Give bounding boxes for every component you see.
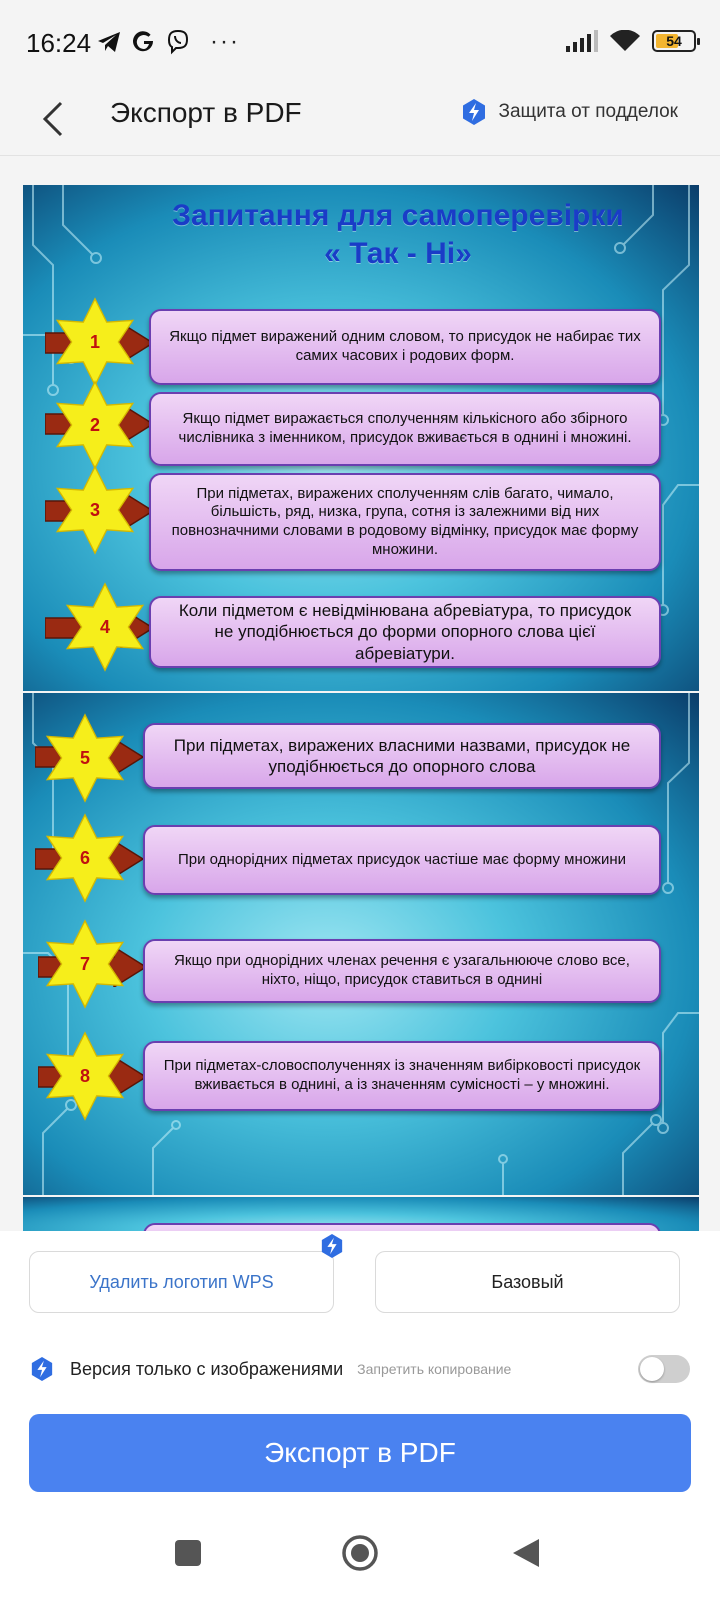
question-text: При підметах, виражених сполученням слів багато, чимало, більшість, ряд, низка, група, сотня із залежними від них повнозначними словами в родовому відмінку, присудок має форму множини. — [149, 473, 661, 571]
image-only-row — [30, 1353, 690, 1385]
anti-forgery-button[interactable] — [461, 98, 678, 126]
export-pdf-label: Экспорт в PDF — [264, 1437, 456, 1468]
status-bar — [0, 0, 720, 86]
slide-1 — [23, 185, 699, 691]
question-number: 4 — [99, 616, 110, 637]
lightning-badge-icon — [461, 98, 487, 126]
lightning-badge-icon — [30, 1356, 54, 1382]
app-header — [0, 86, 720, 156]
google-icon — [132, 30, 156, 54]
question-number: 3 — [89, 499, 100, 520]
status-right-icons — [566, 30, 696, 52]
slide-title-line1: Запитання для самоперевірки — [172, 199, 624, 232]
export-pdf-button[interactable] — [29, 1414, 691, 1492]
wifi-icon — [610, 30, 640, 52]
pdf-preview[interactable] — [0, 157, 720, 1231]
slide-title-line2: « Так - Ні» — [324, 237, 472, 270]
recents-button[interactable] — [158, 1523, 218, 1583]
question-text: Якщо підмет виражається сполученням кількісного або збірного числівника з іменником, присудок вживається в однині і множині. — [149, 392, 661, 466]
question-text: При підметах, виражених власними назвами, присудок не уподібнюється до опорного слова — [143, 723, 661, 789]
premium-badge-icon — [320, 1233, 344, 1259]
circle-icon — [341, 1534, 379, 1572]
question-text: При однорідних підметах присудок частіше має форму множини — [143, 825, 661, 895]
image-only-label: Версия только с изображениями — [70, 1358, 344, 1379]
square-icon — [174, 1539, 202, 1567]
question-text: Коли підметом є невідмінювана абревіатура, то присудок не уподібнюється до форми опорного слова цієї абревіатури. — [149, 596, 661, 668]
battery-level: 54 — [666, 33, 682, 49]
home-button[interactable] — [330, 1523, 390, 1583]
question-text: Якщо підмет виражений одним словом, то присудок не набирає тих самих часових і родових форм. — [149, 309, 661, 385]
question-text: Якщо при однорідних членах речення є узагальнююче слово все, ніхто, ніщо, присудок ставиться в однині — [143, 939, 661, 1003]
nav-back-button[interactable] — [496, 1523, 556, 1583]
triangle-back-icon — [511, 1537, 541, 1569]
no-copy-toggle[interactable] — [638, 1355, 690, 1383]
remove-wps-logo-button[interactable] — [29, 1251, 334, 1313]
telegram-icon — [96, 30, 122, 54]
question-number: 1 — [89, 331, 100, 352]
question-number: 5 — [79, 747, 90, 768]
page-title: Экспорт в PDF — [110, 97, 302, 128]
viber-icon — [166, 29, 190, 55]
question-box-partial — [143, 1223, 661, 1231]
no-copy-label: Запретить копирование — [357, 1361, 512, 1377]
status-more-dots: ··· — [210, 28, 240, 55]
export-options-panel — [0, 1231, 720, 1501]
question-text: При підметах-словосполученнях із значенням вибірковості присудок вживається в однині, а із значенням сумісності – у множині. — [143, 1041, 661, 1111]
toggle-knob — [640, 1357, 664, 1381]
basic-option-button[interactable] — [375, 1251, 680, 1313]
system-nav-bar — [0, 1501, 720, 1600]
anti-forgery-label: Защита от подделок — [498, 101, 678, 122]
chevron-left-icon — [41, 101, 65, 137]
slide-2 — [23, 693, 699, 1195]
basic-option-label: Базовый — [491, 1271, 564, 1292]
slide-3 — [23, 1197, 699, 1231]
question-number: 8 — [79, 1065, 90, 1086]
remove-wps-logo-label: Удалить логотип WPS — [89, 1271, 274, 1292]
question-number: 7 — [79, 953, 90, 974]
question-number: 2 — [89, 414, 100, 435]
question-number: 6 — [79, 847, 90, 868]
status-time: 16:24 — [26, 28, 92, 58]
battery-icon — [652, 30, 696, 52]
status-app-icons — [96, 28, 240, 56]
signal-icon — [566, 30, 598, 52]
back-button[interactable] — [28, 94, 78, 144]
